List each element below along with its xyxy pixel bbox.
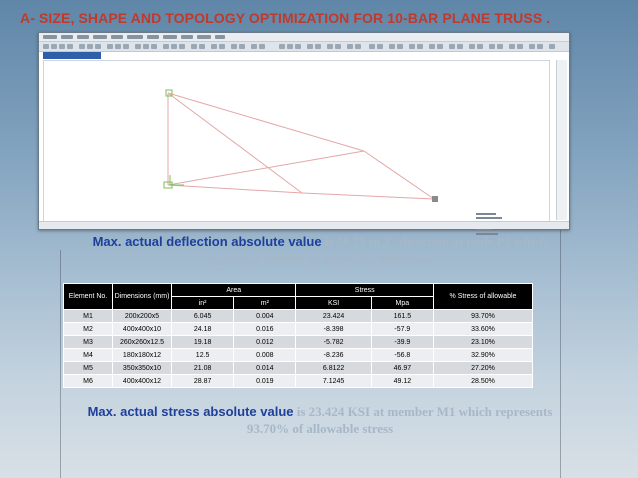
cell-ksi: -8.236 <box>296 349 371 362</box>
header-dimensions: Dimensions (mm) <box>113 284 172 310</box>
cell-in2: 28.87 <box>172 375 234 388</box>
cell-mpa: 161.5 <box>371 310 433 323</box>
cell-percent: 28.50% <box>434 375 533 388</box>
cell-mpa: 46.97 <box>371 362 433 375</box>
node-marker <box>432 196 438 202</box>
stress-rest: is 23.424 KSI at member M1 which represents 93.70% of allowable stress <box>246 404 553 436</box>
truss-member <box>168 93 364 151</box>
status-bar <box>39 221 569 229</box>
table-row <box>64 362 533 375</box>
deflection-caption <box>80 233 560 267</box>
background-tower-left <box>0 250 61 478</box>
deflection-lead: Max. actual deflection absolute value <box>92 234 322 249</box>
stress-caption <box>80 403 560 437</box>
cell-element: M4 <box>64 349 113 362</box>
table-row <box>64 310 533 323</box>
cell-percent: 23.10% <box>434 336 533 349</box>
truss-member <box>364 151 434 199</box>
cell-mpa: 49.12 <box>371 375 433 388</box>
cell-in2: 12.5 <box>172 349 234 362</box>
cell-in2: 6.045 <box>172 310 234 323</box>
table-row <box>64 323 533 336</box>
header-element: Element No. <box>64 284 113 310</box>
cell-m2: 0.014 <box>234 362 296 375</box>
cell-dimensions: 400x400x10 <box>113 323 172 336</box>
model-canvas[interactable] <box>43 60 550 222</box>
stress-lead: Max. actual stress absolute value <box>87 404 294 419</box>
deflection-rest: is 50.79 in Z- direction at node P2 which represent 99.98% of allowable deflection <box>207 234 548 266</box>
cell-ksi: -8.398 <box>296 323 371 336</box>
slide-title: A- SIZE, SHAPE AND TOPOLOGY OPTIMIZATION FOR 10-BAR PLANE TRUSS . <box>20 10 551 26</box>
cell-in2: 21.08 <box>172 362 234 375</box>
truss-member <box>168 151 364 185</box>
cell-m2: 0.012 <box>234 336 296 349</box>
cell-dimensions: 400x400x12 <box>113 375 172 388</box>
cell-in2: 19.18 <box>172 336 234 349</box>
cell-percent: 27.20% <box>434 362 533 375</box>
cell-percent: 93.70% <box>434 310 533 323</box>
results-table <box>63 283 533 388</box>
toolbar[interactable] <box>39 42 569 52</box>
cell-ksi: 7.1245 <box>296 375 371 388</box>
view-window-tab[interactable] <box>43 52 101 59</box>
cell-element: M5 <box>64 362 113 375</box>
cell-mpa: -57.9 <box>371 323 433 336</box>
cell-percent: 33.60% <box>434 323 533 336</box>
table-row <box>64 349 533 362</box>
cell-element: M3 <box>64 336 113 349</box>
cell-m2: 0.019 <box>234 375 296 388</box>
cell-m2: 0.016 <box>234 323 296 336</box>
cell-m2: 0.008 <box>234 349 296 362</box>
header-ksi: KSI <box>296 297 371 310</box>
cell-mpa: -39.9 <box>371 336 433 349</box>
truss-member <box>168 185 302 193</box>
header-mpa: Mpa <box>371 297 433 310</box>
menu-bar[interactable] <box>39 33 569 42</box>
cell-percent: 32.90% <box>434 349 533 362</box>
cell-element: M2 <box>64 323 113 336</box>
cell-m2: 0.004 <box>234 310 296 323</box>
cell-mpa: -56.8 <box>371 349 433 362</box>
cell-element: M6 <box>64 375 113 388</box>
cell-dimensions: 350x350x10 <box>113 362 172 375</box>
truss-member <box>302 193 434 199</box>
cell-dimensions: 260x260x12.5 <box>113 336 172 349</box>
table-row <box>64 336 533 349</box>
truss-member <box>168 93 302 193</box>
cell-element: M1 <box>64 310 113 323</box>
cell-dimensions: 180x180x12 <box>113 349 172 362</box>
header-m2: m² <box>234 297 296 310</box>
cell-ksi: 6.8122 <box>296 362 371 375</box>
table-row <box>64 375 533 388</box>
header-area: Area <box>172 284 296 297</box>
header-percent: % Stress of allowable <box>434 284 533 310</box>
cell-ksi: 23.424 <box>296 310 371 323</box>
cell-ksi: -5.782 <box>296 336 371 349</box>
background-tower-right <box>560 120 638 478</box>
cell-dimensions: 200x200x5 <box>113 310 172 323</box>
header-in2: in² <box>172 297 234 310</box>
app-screenshot-window <box>38 32 570 230</box>
truss-model <box>44 61 549 221</box>
header-stress: Stress <box>296 284 434 297</box>
vertical-scrollbar[interactable] <box>556 60 567 220</box>
cell-in2: 24.18 <box>172 323 234 336</box>
